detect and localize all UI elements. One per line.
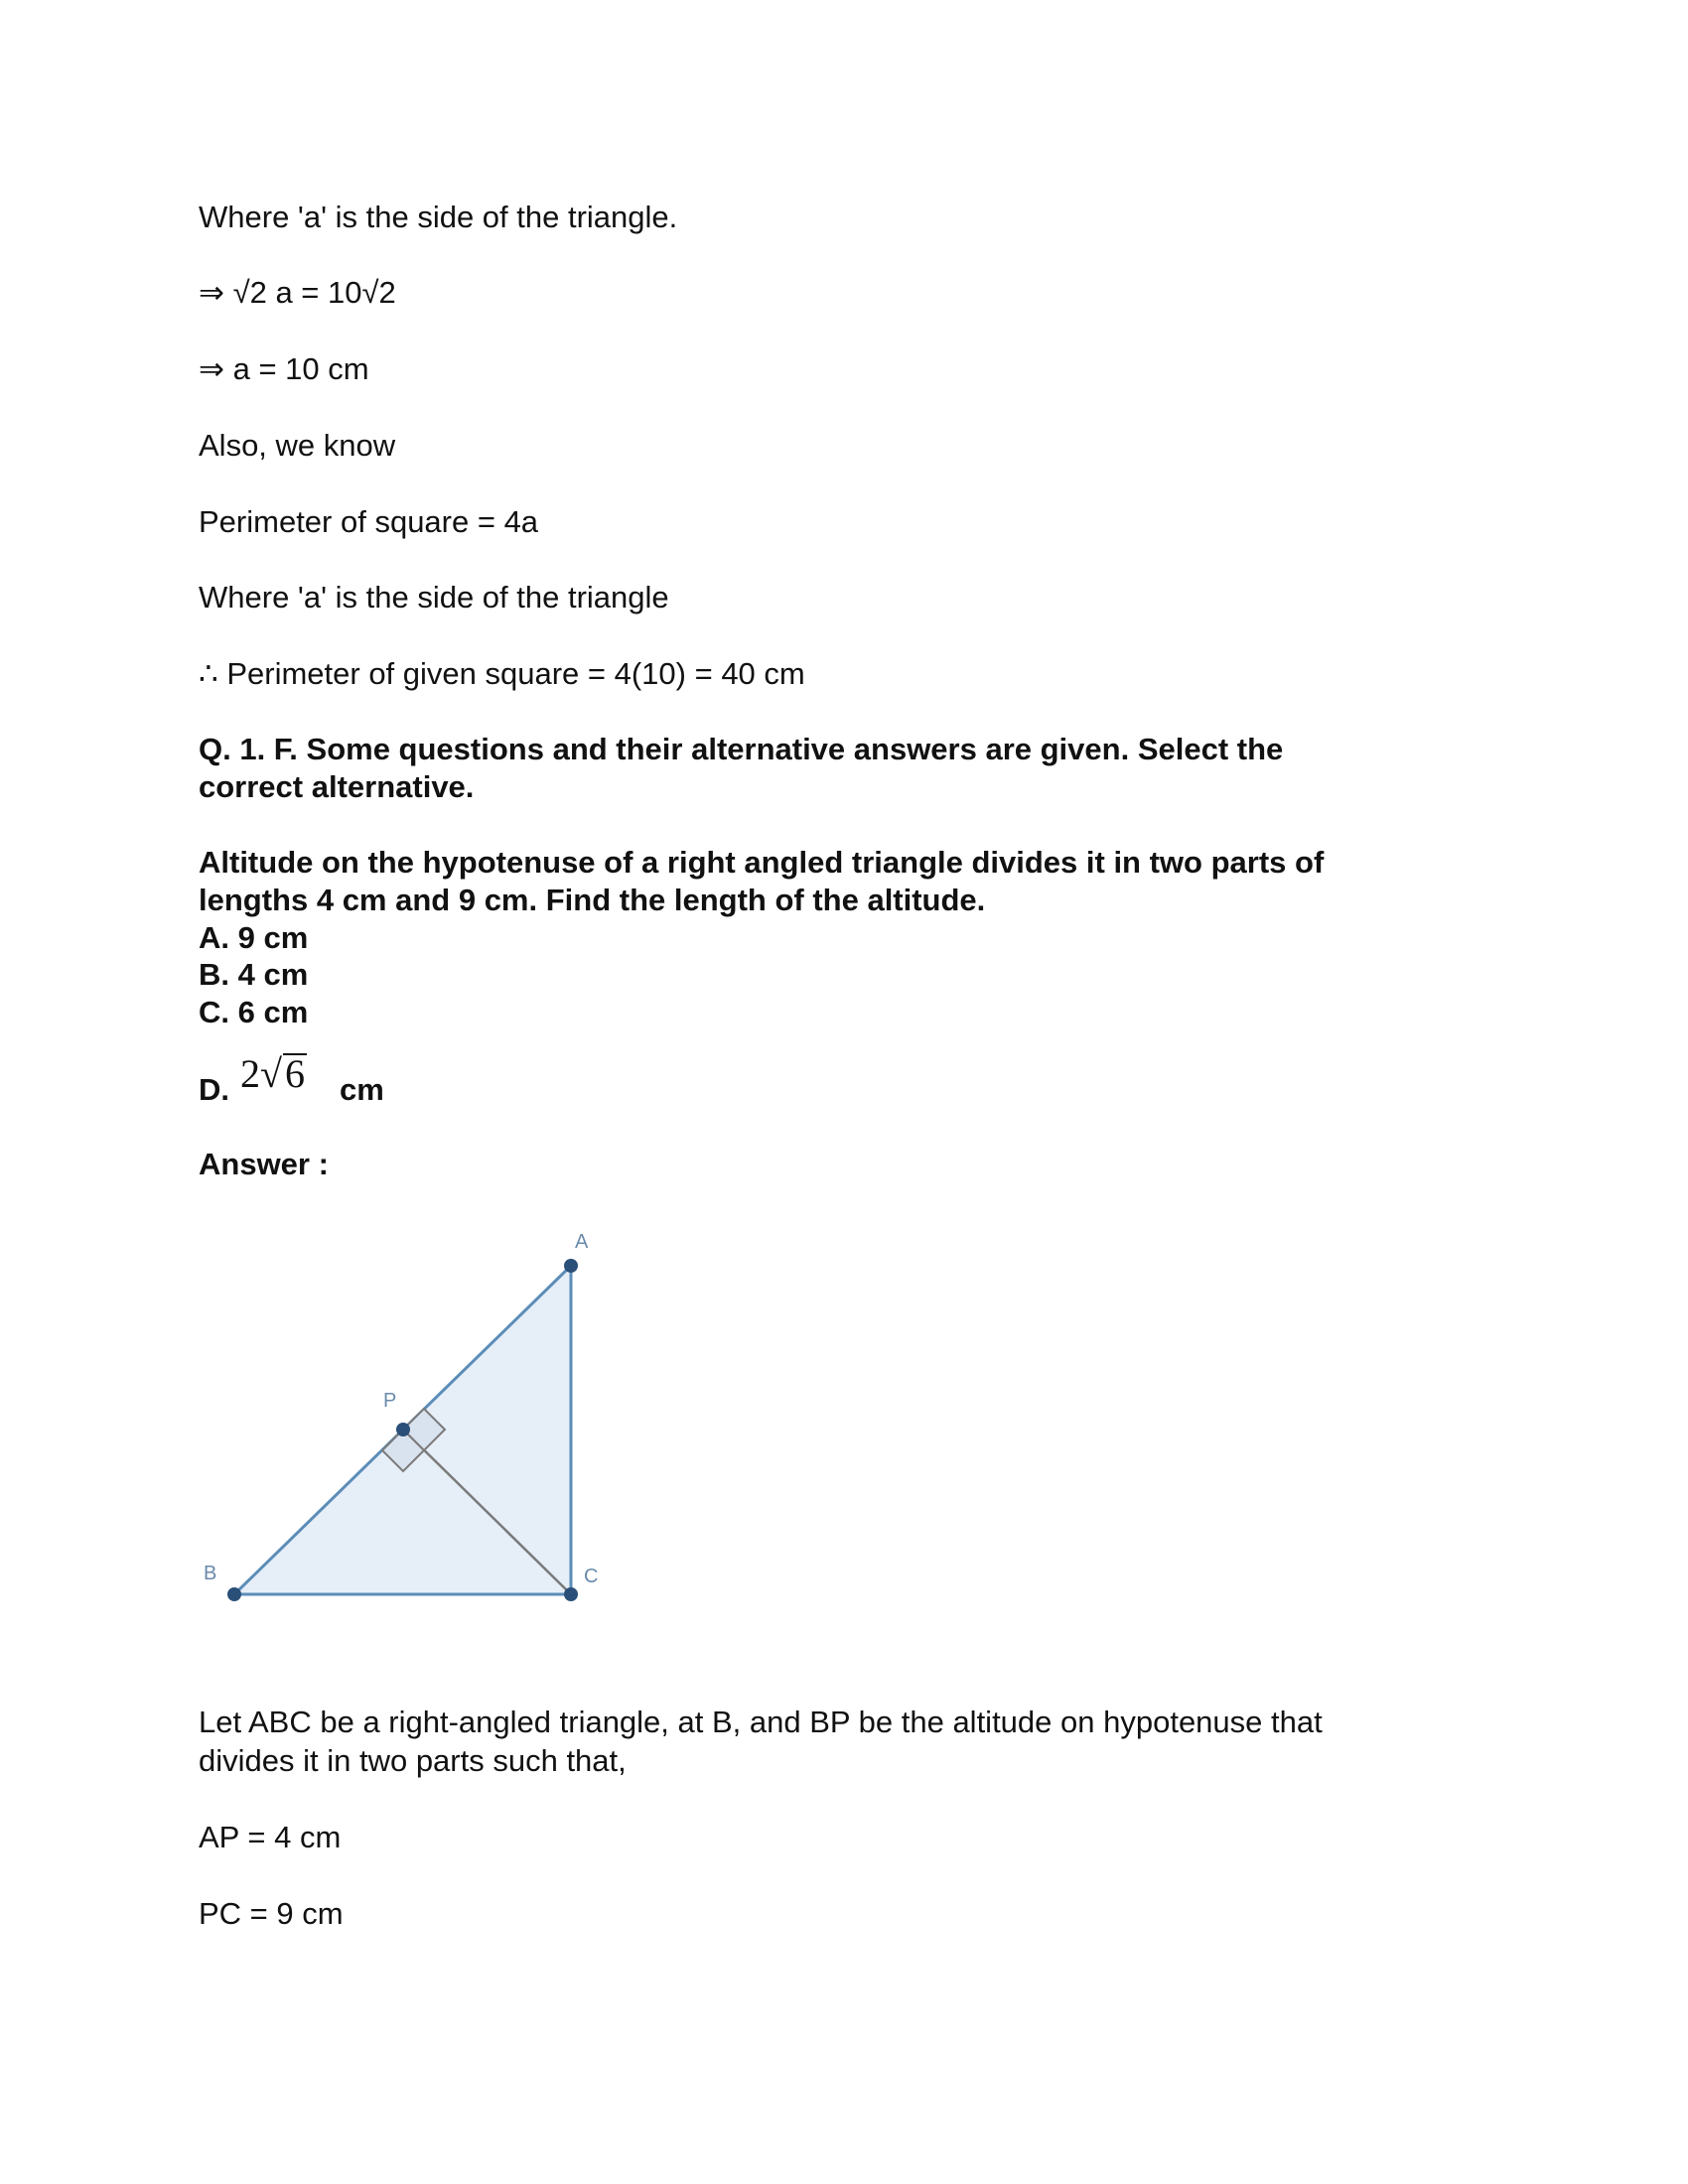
- point-p: [396, 1423, 410, 1436]
- question-text-line1: Altitude on the hypotenuse of a right angled triangle divides it in two parts of: [199, 845, 1325, 880]
- solution-line2: divides it in two parts such that,: [199, 1743, 627, 1778]
- line-where-a-side: Where 'a' is the side of the triangle.: [199, 200, 678, 234]
- label-a: A: [575, 1231, 589, 1253]
- label-b: B: [204, 1563, 217, 1584]
- solution-ap: AP = 4 cm: [199, 1820, 342, 1854]
- option-c: C. 6 cm: [199, 995, 309, 1029]
- question-heading-line2: correct alternative.: [199, 769, 475, 804]
- triangle-diagram: [189, 1206, 626, 1633]
- label-c: C: [584, 1566, 599, 1587]
- option-d-label: D.: [199, 1072, 229, 1107]
- option-b: B. 4 cm: [199, 957, 309, 992]
- solution-pc: PC = 9 cm: [199, 1896, 344, 1931]
- line-perimeter-formula: Perimeter of square = 4a: [199, 504, 539, 539]
- line-root2-a: ⇒ √2 a = 10√2: [199, 275, 396, 310]
- option-d: [199, 1050, 496, 1110]
- label-p: P: [383, 1390, 397, 1412]
- question-heading-line1: Q. 1. F. Some questions and their alternative answers are given. Select the: [199, 732, 1284, 766]
- option-d-unit: cm: [340, 1072, 384, 1107]
- option-a: A. 9 cm: [199, 920, 309, 955]
- option-d-coef: 2: [240, 1051, 260, 1096]
- point-c: [564, 1587, 578, 1601]
- solution-line1: Let ABC be a right-angled triangle, at B, and BP be the altitude on hypotenuse that: [199, 1705, 1323, 1739]
- option-d-radicand: 6: [284, 1051, 305, 1096]
- point-a: [564, 1259, 578, 1273]
- option-d-math: 2√6: [240, 1051, 305, 1096]
- line-perimeter-result: ∴ Perimeter of given square = 4(10) = 40 cm: [199, 656, 805, 691]
- point-b: [227, 1587, 241, 1601]
- answer-label: Answer :: [199, 1147, 329, 1181]
- question-text-line2: lengths 4 cm and 9 cm. Find the length of the altitude.: [199, 883, 986, 917]
- line-also-we-know: Also, we know: [199, 428, 396, 463]
- line-a-equals: ⇒ a = 10 cm: [199, 351, 369, 386]
- line-where-a-side-2: Where 'a' is the side of the triangle: [199, 580, 669, 614]
